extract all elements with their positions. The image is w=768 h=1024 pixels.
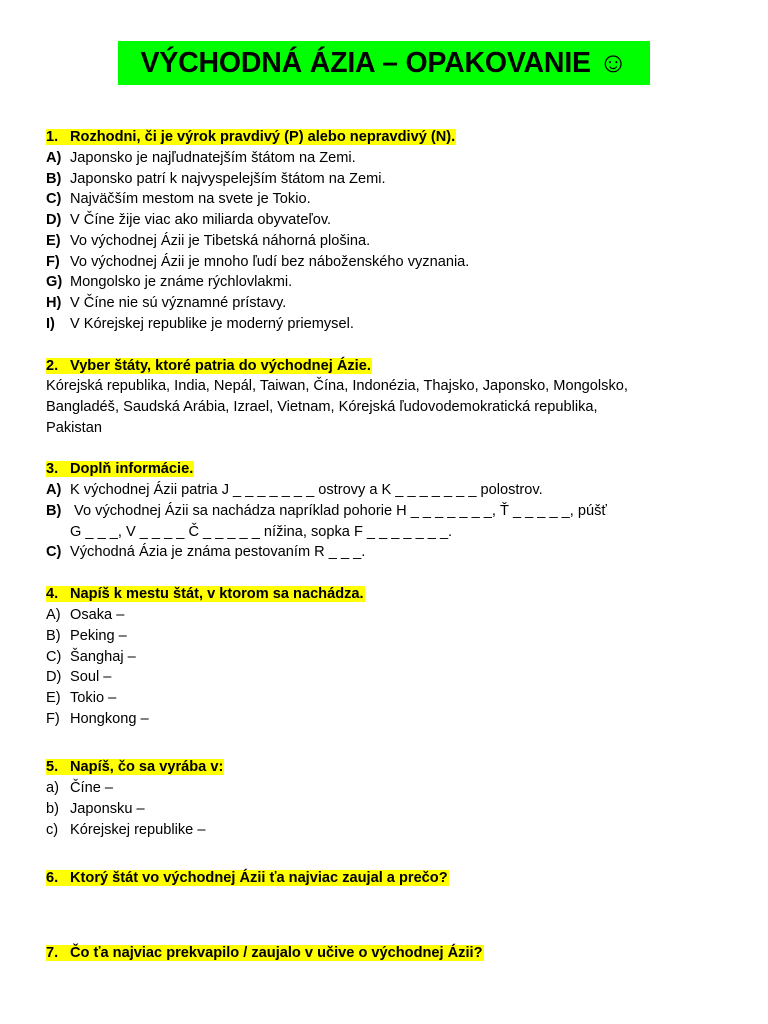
question-number: 4. (46, 586, 59, 602)
item-label: F) (46, 711, 60, 727)
question-text: Rozhodni, či je výrok pravdivý (P) alebo nepravdivý (N). (70, 129, 456, 145)
list-item (46, 314, 354, 335)
item-text: Vo východnej Ázii je Tibetská náhorná plošina. (70, 233, 371, 249)
list-item (46, 169, 386, 190)
item-text: V Číne nie sú významné prístavy. (70, 295, 287, 311)
item-text: G _ _ _, V _ _ _ _ Č _ _ _ _ _ nížina, sopka F _ _ _ _ _ _ _. (70, 524, 453, 540)
list-item (46, 231, 370, 252)
list-item (46, 148, 356, 169)
item-label: E) (46, 233, 61, 249)
question-text: Čo ťa najviac prekvapilo / zaujalo v učive o východnej Ázii? (70, 945, 483, 961)
list-item (46, 688, 116, 709)
item-label: B) (46, 171, 62, 187)
list-item (46, 626, 127, 647)
item-text: Číne – (70, 780, 113, 796)
list-item (46, 605, 124, 626)
item-text: Japonsku – (70, 801, 145, 817)
item-label: A) (46, 607, 61, 623)
item-text: Japonsko je najľudnatejším štátom na Zemi. (70, 150, 356, 166)
list-item (46, 820, 205, 841)
item-label: b) (46, 801, 59, 817)
country-list-line: Kórejská republika, India, Nepál, Taiwan, Čína, Indonézia, Thajsko, Japonsko, Mongolsko, (46, 378, 628, 394)
list-item (46, 252, 469, 273)
list-item (46, 799, 145, 820)
question-text: Napíš k mestu štát, v ktorom sa nachádza. (70, 586, 364, 602)
question-number: 3. (46, 461, 59, 477)
list-item (46, 709, 149, 730)
item-label: E) (46, 690, 61, 706)
question-text: Napíš, čo sa vyrába v: (70, 759, 224, 775)
list-item (46, 272, 292, 293)
question-2-heading (46, 358, 372, 374)
question-4 (46, 584, 365, 605)
item-text: Východná Ázia je známa pestovaním R _ _ _. (70, 544, 366, 560)
item-label: B) (46, 503, 62, 519)
list-item (46, 293, 286, 314)
list-item (46, 778, 113, 799)
item-label: A) (46, 482, 62, 498)
item-label: I) (46, 316, 55, 332)
list-item (46, 501, 607, 522)
item-text: Mongolsko je známe rýchlovlakmi. (70, 274, 293, 290)
question-text: Vyber štáty, ktoré patria do východnej Ázie. (70, 358, 371, 374)
question-7-heading (46, 945, 484, 961)
question-5-heading (46, 759, 224, 775)
question-3-heading (46, 461, 194, 477)
question-7 (46, 943, 484, 964)
question-number: 5. (46, 759, 59, 775)
item-text: Soul – (70, 669, 112, 685)
item-text: Osaka – (70, 607, 125, 623)
list-item-continuation (46, 522, 452, 543)
question-3 (46, 459, 194, 480)
item-label: C) (46, 649, 62, 665)
question-text: Doplň informácie. (70, 461, 194, 477)
item-label: B) (46, 628, 61, 644)
list-item (46, 210, 331, 231)
list-item (46, 480, 543, 501)
item-text: V Číne žije viac ako miliarda obyvateľov. (70, 212, 332, 228)
item-label: F) (46, 254, 60, 270)
item-text: Kórejskej republike – (70, 822, 206, 838)
item-label: A) (46, 150, 62, 166)
item-text: K východnej Ázii patria J _ _ _ _ _ _ _ ostrovy a K _ _ _ _ _ _ _ polostrov. (70, 482, 543, 498)
country-list-line: Pakistan (46, 420, 102, 436)
question-4-heading (46, 586, 365, 602)
item-label: C) (46, 191, 62, 207)
question-number: 6. (46, 870, 59, 886)
question-5 (46, 757, 224, 778)
item-label: D) (46, 669, 62, 685)
item-text: Vo východnej Ázii je mnoho ľudí bez náboženského vyznania. (70, 254, 470, 270)
item-label: a) (46, 780, 59, 796)
question-6 (46, 868, 449, 889)
question-1-heading (46, 129, 456, 145)
question-6-heading (46, 870, 449, 886)
question-number: 1. (46, 129, 59, 145)
item-text: Peking – (70, 628, 127, 644)
question-text: Ktorý štát vo východnej Ázii ťa najviac zaujal a prečo? (70, 870, 448, 886)
page-title: VÝCHODNÁ ÁZIA – OPAKOVANIE ☺ (118, 41, 650, 85)
item-text: V Kórejskej republike je moderný priemysel. (70, 316, 354, 332)
item-label: G) (46, 274, 63, 290)
item-text: Šanghaj – (70, 649, 136, 665)
item-label: H) (46, 295, 62, 311)
list-item (46, 542, 365, 563)
list-item (46, 667, 111, 688)
item-text: Hongkong – (70, 711, 149, 727)
item-text: Najväčším mestom na svete je Tokio. (70, 191, 311, 207)
question-number: 7. (46, 945, 59, 961)
question-1 (46, 127, 456, 148)
item-label: c) (46, 822, 59, 838)
country-list-line: Bangladéš, Saudská Arábia, Izrael, Vietnam, Kórejská ľudovodemokratická republika, (46, 399, 598, 415)
item-text: Vo východnej Ázii sa nachádza napríklad pohorie H _ _ _ _ _ _ _, Ť _ _ _ _ _, púšť (70, 503, 607, 519)
list-item (46, 189, 311, 210)
list-item (46, 647, 136, 668)
item-label: C) (46, 544, 62, 560)
question-2 (46, 356, 372, 377)
item-label: D) (46, 212, 62, 228)
question-number: 2. (46, 358, 59, 374)
item-text: Tokio – (70, 690, 117, 706)
item-text: Japonsko patrí k najvyspelejším štátom na Zemi. (70, 171, 386, 187)
